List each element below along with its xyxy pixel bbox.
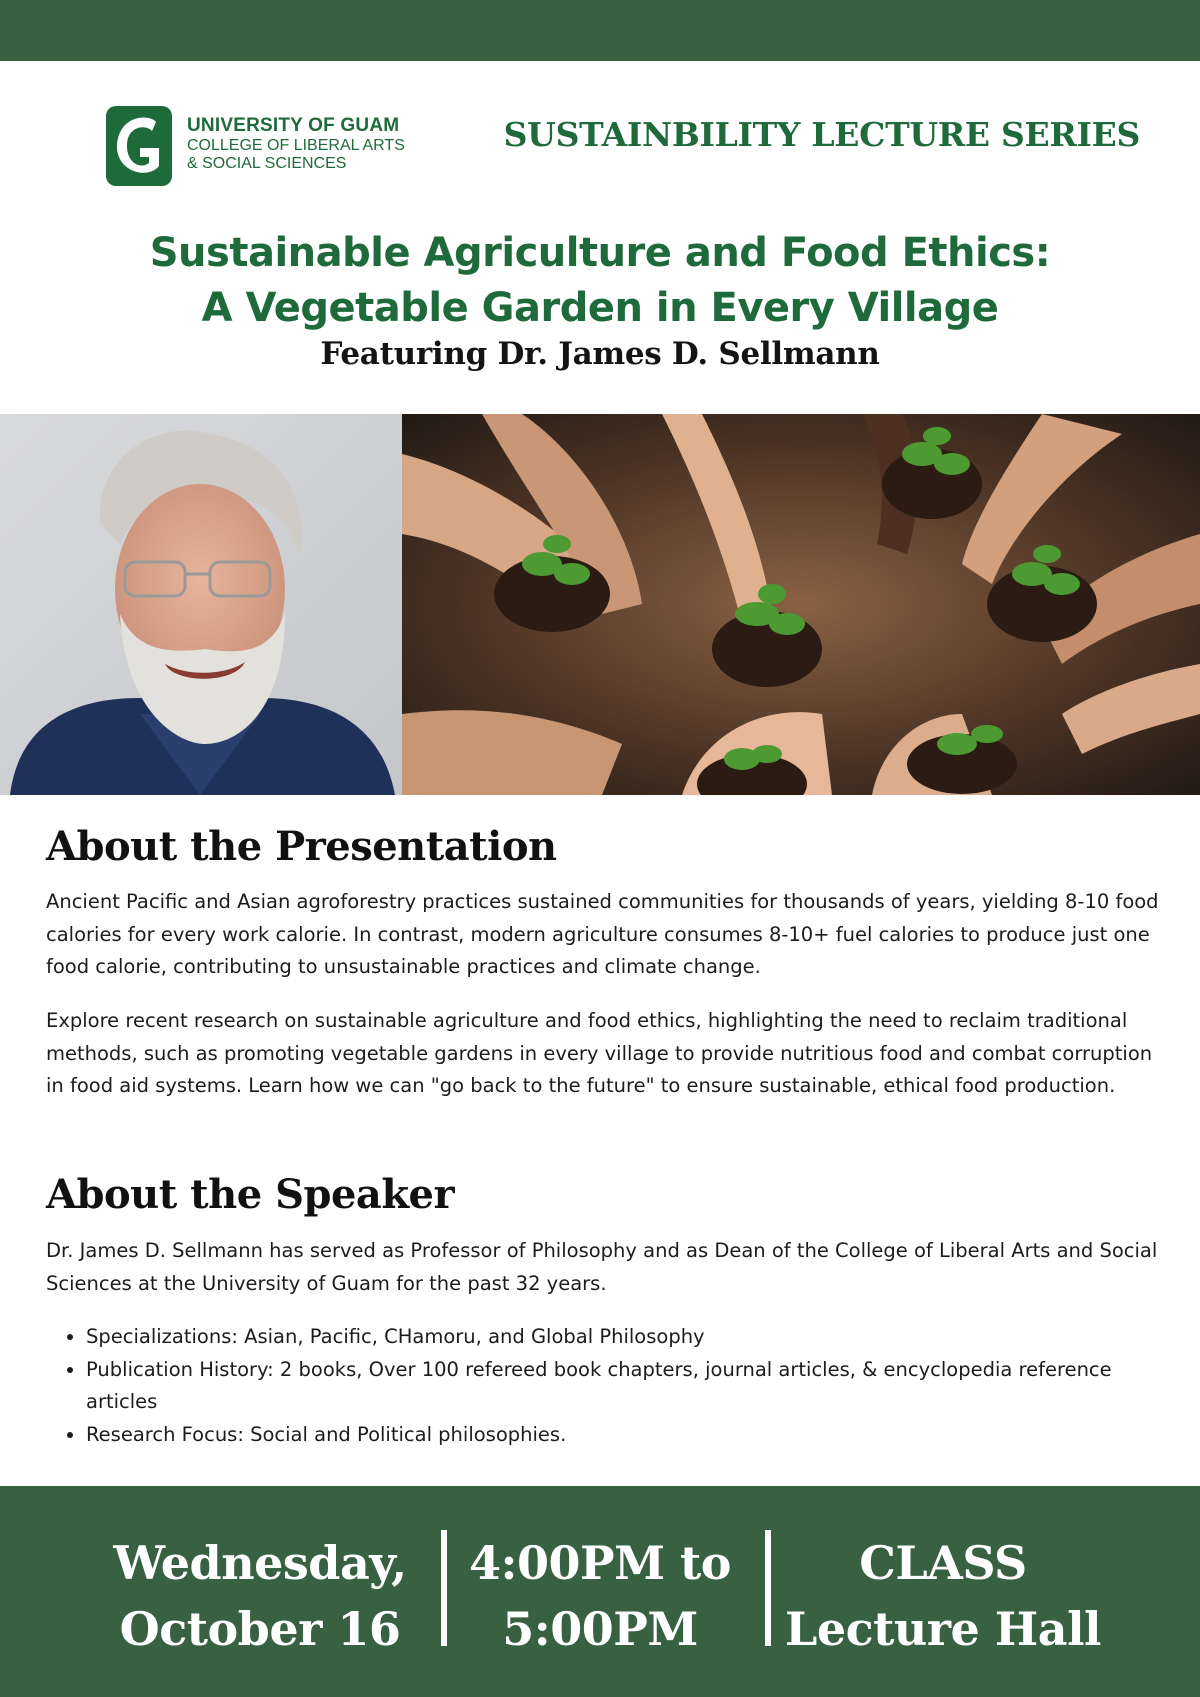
featuring-speaker: Featuring Dr. James D. Sellmann xyxy=(320,336,880,372)
event-date xyxy=(60,1530,460,1662)
event-time-line1: 4:00PM to xyxy=(469,1536,731,1590)
event-date-line2: October 16 xyxy=(119,1602,401,1656)
university-name: UNIVERSITY OF GUAM xyxy=(187,115,400,136)
lecture-series-title: SUSTAINBILITY LECTURE SERIES xyxy=(503,115,1140,154)
college-name-line1: COLLEGE OF LIBERAL ARTS xyxy=(187,137,405,154)
top-band xyxy=(0,0,1200,61)
presentation-paragraph-2: Explore recent research on sustainable agriculture and food ethics, highlighting the need to reclaim traditional methods, such as promoting vegetable gardens in every village to provide nutritious food and combat corruption in food aid systems. Learn how we can "go back to the future" to ensure sustainable, ethical food production. xyxy=(46,1009,1153,1097)
event-title-line1: Sustainable Agriculture and Food Ethics: xyxy=(149,230,1051,276)
university-logo xyxy=(104,104,434,188)
event-location-line2: Lecture Hall xyxy=(784,1602,1102,1656)
event-details-footer xyxy=(0,1486,1200,1697)
presentation-paragraph-1: Ancient Pacific and Asian agroforestry practices sustained communities for thousands of years, yielding 8-10 food calories for every work calorie. In contrast, modern agriculture consumes 8-10+ fuel calories to produce just one food calorie, contributing to unsustainable practices and climate change. xyxy=(46,890,1159,978)
college-name-line2: & SOCIAL SCIENCES xyxy=(187,155,347,172)
event-title-line2: A Vegetable Garden in Every Village xyxy=(201,285,999,331)
list-item: • Publication History: 2 books, Over 100 refereed book chapters, journal articles, & encyclopedia reference articles xyxy=(86,1354,1156,1419)
list-item: • Research Focus: Social and Political philosophies. xyxy=(86,1419,1156,1452)
speaker-paragraph: Dr. James D. Sellmann has served as Professor of Philosophy and as Dean of the College of Liberal Arts and Social Sciences at the University of Guam for the past 32 years. xyxy=(46,1239,1158,1295)
hands-holding-seedlings-photo xyxy=(402,414,1200,795)
event-location xyxy=(770,1530,1116,1662)
about-presentation-heading: About the Presentation xyxy=(46,823,557,870)
speaker-photo xyxy=(0,414,402,795)
about-speaker-heading: About the Speaker xyxy=(46,1171,455,1218)
university-of-guam-g-logo-icon xyxy=(104,104,174,188)
event-time xyxy=(450,1530,750,1662)
speaker-bullet-list xyxy=(46,1321,1156,1451)
event-date-line1: Wednesday, xyxy=(113,1536,407,1590)
event-location-line1: CLASS xyxy=(859,1536,1027,1590)
list-item: • Specializations: Asian, Pacific, CHamoru, and Global Philosophy xyxy=(86,1321,1156,1354)
logo-text xyxy=(187,115,405,173)
event-title xyxy=(0,226,1200,336)
footer-divider xyxy=(441,1530,447,1646)
event-time-line2: 5:00PM xyxy=(502,1602,698,1656)
